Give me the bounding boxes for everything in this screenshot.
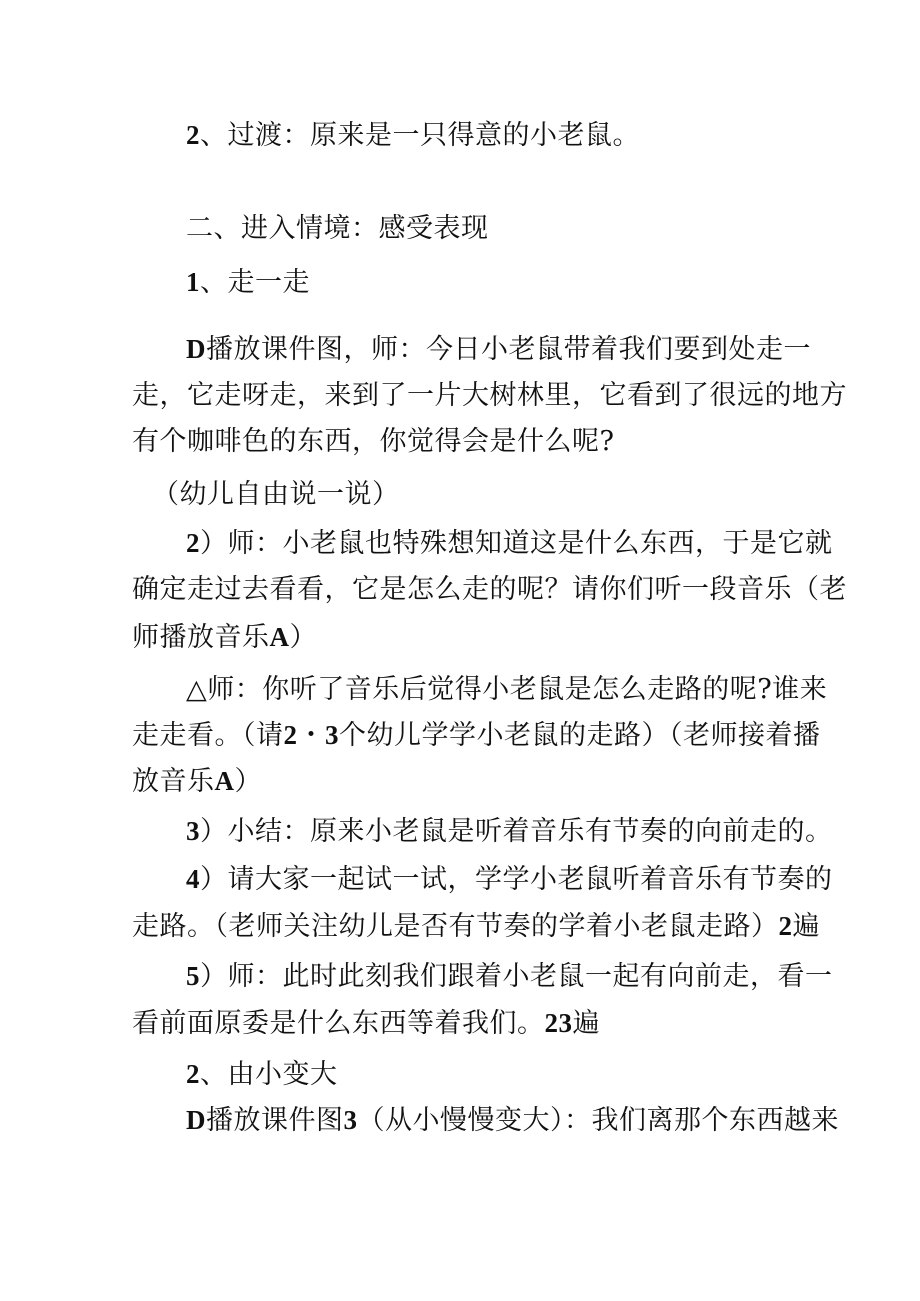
paragraph-line [186,863,833,896]
step-number: 2 [186,1059,200,1089]
line-text: 、由小变大 [200,1059,338,1090]
paragraph-line [132,380,847,412]
step-number: 2 [186,528,200,558]
line-text: 有个咖啡色的东西，你觉得会是什么呢? [132,426,615,457]
music-label: A [214,766,235,796]
number: 3 [343,1105,358,1135]
number: 23 [544,1008,573,1038]
line-text: ） [234,766,262,797]
paragraph-line [132,621,317,654]
line-text: 师播放音乐 [132,622,270,653]
paragraph-line [132,426,614,458]
line-text: 走，它走呀走，来到了一片大树林里，它看到了很远的地方 [132,380,847,411]
line-text: 遍 [572,1008,600,1039]
paragraph-line [152,479,400,511]
step-marker: D [186,334,206,364]
step-number: 2 [186,120,200,150]
line-text: 、走一走 [200,267,310,298]
number: 2 [283,720,298,750]
subheading [186,1058,338,1091]
line-text: 播放课件图 [206,1105,344,1136]
section-heading [186,213,489,245]
line-text: ） [289,622,317,653]
paragraph-line [186,1104,839,1137]
line-text: 看前面原委是什么东西等着我们。 [132,1008,545,1039]
line-text: ）请大家一起试一试，学学小老鼠听着音乐有节奏的 [200,864,833,895]
step-number: 3 [186,816,200,846]
step-number: 5 [186,961,200,991]
line-text: 走路。（老师关注幼儿是否有节奏的学着小老鼠走路） [132,911,779,942]
paragraph-line [132,1007,600,1040]
step-number: 4 [186,864,200,894]
music-label: A [269,622,290,652]
step-marker: D [186,1105,206,1135]
number: 3 [325,720,339,750]
paragraph-line [132,719,821,752]
line-text: 播放课件图，师：今日小老鼠带着我们要到处走一 [206,334,811,365]
line-text: ）师：此时此刻我们跟着小老鼠一起有向前走，看一 [200,961,833,992]
line-text: 二、进入情境：感受表现 [186,213,489,244]
line-text: 放音乐 [132,766,215,797]
number: 2 [778,911,793,941]
paragraph-line [186,674,827,706]
paragraph-line [186,815,833,848]
line-text: （幼儿自由说一说） [152,479,400,510]
subheading [186,266,310,299]
paragraph-line [132,574,847,606]
line-text: （从小慢慢变大）：我们离那个东西越来 [357,1105,839,1136]
paragraph-line [132,765,262,798]
line-text: 、过渡：原来是一只得意的小老鼠。 [200,120,640,151]
paragraph-line [132,910,820,943]
line-text: ）师：小老鼠也特殊想知道这是什么东西，于是它就 [200,528,833,559]
line-text: △师：你听了音乐后觉得小老鼠是怎么走路的呢?谁来 [186,674,828,705]
line-text: 遍 [792,911,820,942]
paragraph-line [186,333,811,366]
line-text: ・ [297,720,325,751]
line-text: 走走看。（请 [132,720,284,751]
line-text: ）小结：原来小老鼠是听着音乐有节奏的向前走的。 [200,816,833,847]
paragraph-line [186,119,640,152]
step-number: 1 [186,267,200,297]
line-text: 确定走过去看看，它是怎么走的呢？请你们听一段音乐（老 [132,574,847,605]
line-text: 个幼儿学学小老鼠的走路）（老师接着播 [339,720,821,751]
paragraph-line [186,960,833,993]
paragraph-line [186,527,833,560]
